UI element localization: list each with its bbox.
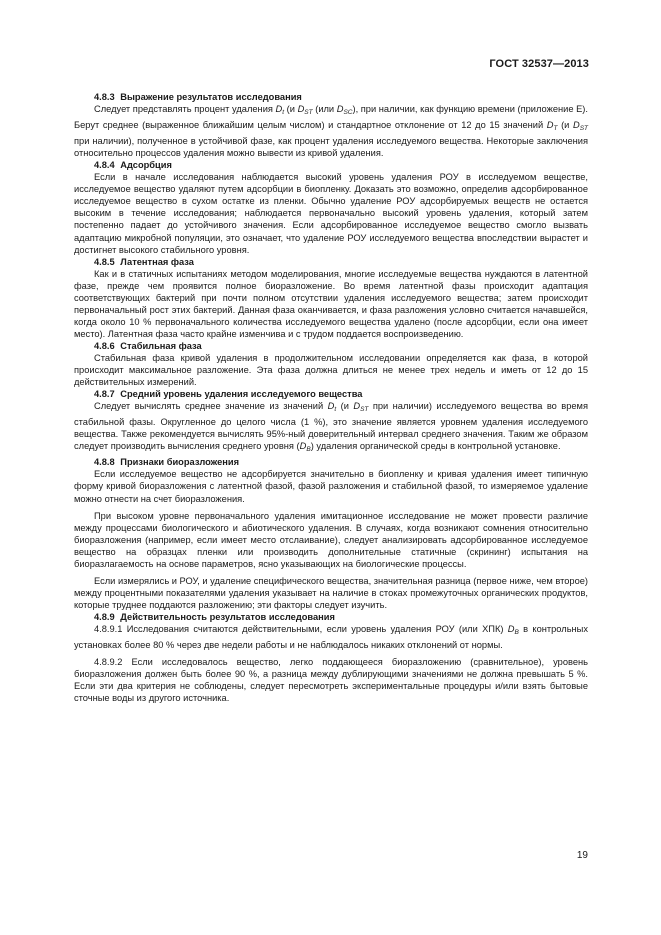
paragraph: Если исследуемое вещество не адсорбируется значительно в биопленку и кривая удаления имеет типичную форму кривой биоразложения с латентной фазой, фазой разложения и стабильной фазой, то измеряемое удаление можно отнести на счет биоразложения. bbox=[74, 469, 588, 504]
section-number: 4.8.7 bbox=[94, 389, 115, 400]
paragraph: Следует вычислять среднее значение из значений $D_t$ (и $D_{ST}$ при наличии) исследуемого вещества во время стабильной фазы. Округленное до целого числа (1 %), это значение является уровнем удаления исследуемого вещества. Также рекомендуется вычислять 95%-ный доверительный интервал среднего значения. Таким же образом следует производить вычисления среднего уровня $(D_B)$ удаления органической среды в контрольной установке. bbox=[74, 401, 588, 454]
document-id: ГОСТ 32537—2013 bbox=[489, 58, 589, 70]
section-title: Адсорбция bbox=[120, 160, 172, 171]
section-number: 4.8.9 bbox=[94, 611, 115, 622]
section-number: 4.8.3 bbox=[94, 92, 115, 102]
paragraph: Если измерялись и РОУ, и удаление специфического вещества, значительная разница (первое ниже, чем второе) между процентными показателями удаления указывает на наличие в стоках промежуточных органических продуктов, которые труднее поддаются разложению; эти факторы следует изучить. bbox=[74, 575, 589, 610]
paragraph: Если в начале исследования наблюдается высокий уровень удаления РОУ в исследуемом веществе, исследуемое вещество удаляют путем адсорбции в биопленку. Доказать это возможно, определив адсорбированное исследуемое вещество в сухом остатке из пленки. Обычно удаление РОУ адсорбируемых веществ не остается высоким в течение исследования; наблюдается первоначально высокий уровень удаления, который затем постепенно падает до устойчивого значения. Если адсорбированное исследуемое вещество смогло вызвать адаптацию микробной популяции, это означает, что удаление РОУ исследуемого вещества впоследствии вырастет и достигнет высокого стабильного уровня. bbox=[74, 172, 588, 255]
section-heading bbox=[74, 91, 588, 103]
section-heading bbox=[74, 340, 588, 352]
page-body bbox=[74, 91, 588, 704]
section-title: Признаки биоразложения bbox=[120, 457, 240, 468]
paragraph: Следует представлять процент удаления $D_t$ (и $D_{ST}$ (или $D_{SC}$), при наличии, как функцию времени (приложение Е). Берут среднее (выраженное ближайшим целым числом) и стандартное отклонение от 12 до 15 значений $D_T$ (и $D_{ST}$ при наличии), полученное в устойчивой фазе, как процент удаления исследуемого вещества. Некоторые заключения относительно процессов удаления можно вывести из кривой удаления. bbox=[74, 104, 588, 159]
section-4-8-8 bbox=[74, 456, 588, 611]
paragraph: 4.8.9.2 Если исследовалось вещество, легко поддающееся биоразложению (сравнительное), уровень биоразложения должен быть более 90 %, а разница между дублирующими значениями не должна превышать 5 %. Если эти два критерия не соблюдены, следует пересмотреть экспериментальные процедуры и/или взять бытовые сточные воды из другого источника. bbox=[74, 657, 588, 704]
paragraph: Стабильная фаза кривой удаления в продолжительном исследовании определяется как фаза, в которой происходит максимальное разложение. Эта фаза должна длиться не менее трех недель и иметь от 12 до 15 действительных измерений. bbox=[74, 352, 588, 388]
section-title: Латентная фаза bbox=[120, 256, 194, 267]
section-title: Выражение результатов исследования bbox=[120, 92, 302, 102]
paragraph: Как и в статичных испытаниях методом моделирования, многие исследуемые вещества нуждаются в латентной фазе, прежде чем проявится полное биоразложение. Во время латентной фазы происходит адаптация соответствующих бактерий при почти полном отсутствии удаления исследуемого вещества; затем происходит первоначальный рост этих бактерий. Данная фаза оканчивается, и фаза разложения условно считается начавшейся, когда около 10 % первоначального количества исследуемого вещества удалено (после адсорбции, если она имеет место). Латентная фаза часто крайне изменчива и с трудом поддается воспроизведению. bbox=[74, 268, 588, 339]
section-number: 4.8.4 bbox=[94, 160, 115, 171]
page-number: 19 bbox=[576, 850, 588, 861]
section-heading bbox=[74, 159, 588, 171]
section-title: Стабильная фаза bbox=[120, 340, 202, 351]
section-heading bbox=[74, 456, 588, 468]
section-4-8-7 bbox=[74, 388, 588, 456]
section-4-8-4 bbox=[74, 159, 588, 255]
section-heading bbox=[74, 256, 588, 268]
section-number: 4.8.6 bbox=[94, 340, 115, 351]
section-heading bbox=[74, 611, 588, 623]
section-title: Средний уровень удаления исследуемого вещества bbox=[120, 389, 363, 400]
section-4-8-5 bbox=[74, 256, 588, 340]
section-heading bbox=[74, 388, 588, 400]
section-4-8-6 bbox=[74, 340, 588, 388]
section-number: 4.8.8 bbox=[94, 457, 115, 468]
section-4-8-9 bbox=[74, 611, 588, 704]
paragraph: 4.8.9.1 Исследования считаются действительными, если уровень удаления РОУ (или ХПК) $D_B$ в контрольных установках более 80 % через две недели работы и не наблюдалось никаких отклонений от нормы. bbox=[74, 623, 589, 651]
section-4-8-3 bbox=[74, 91, 588, 159]
section-title: Действительность результатов исследования bbox=[120, 611, 335, 622]
section-number: 4.8.5 bbox=[94, 256, 115, 267]
paragraph: При высоком уровне первоначального удаления имитационное исследование не может провести различие между процессами биологического и абиотического удаления. В случаях, когда возникают сомнения относительно биоразложения (например, если имеет место отслаивание), следует анализировать адсорбированное исследуемое вещество на образцах пленки или производить дополнительные статичные (скрининг) испытания на биоразлагаемость на основе параметров, ясно указывающих на биологические процессы. bbox=[74, 510, 588, 569]
